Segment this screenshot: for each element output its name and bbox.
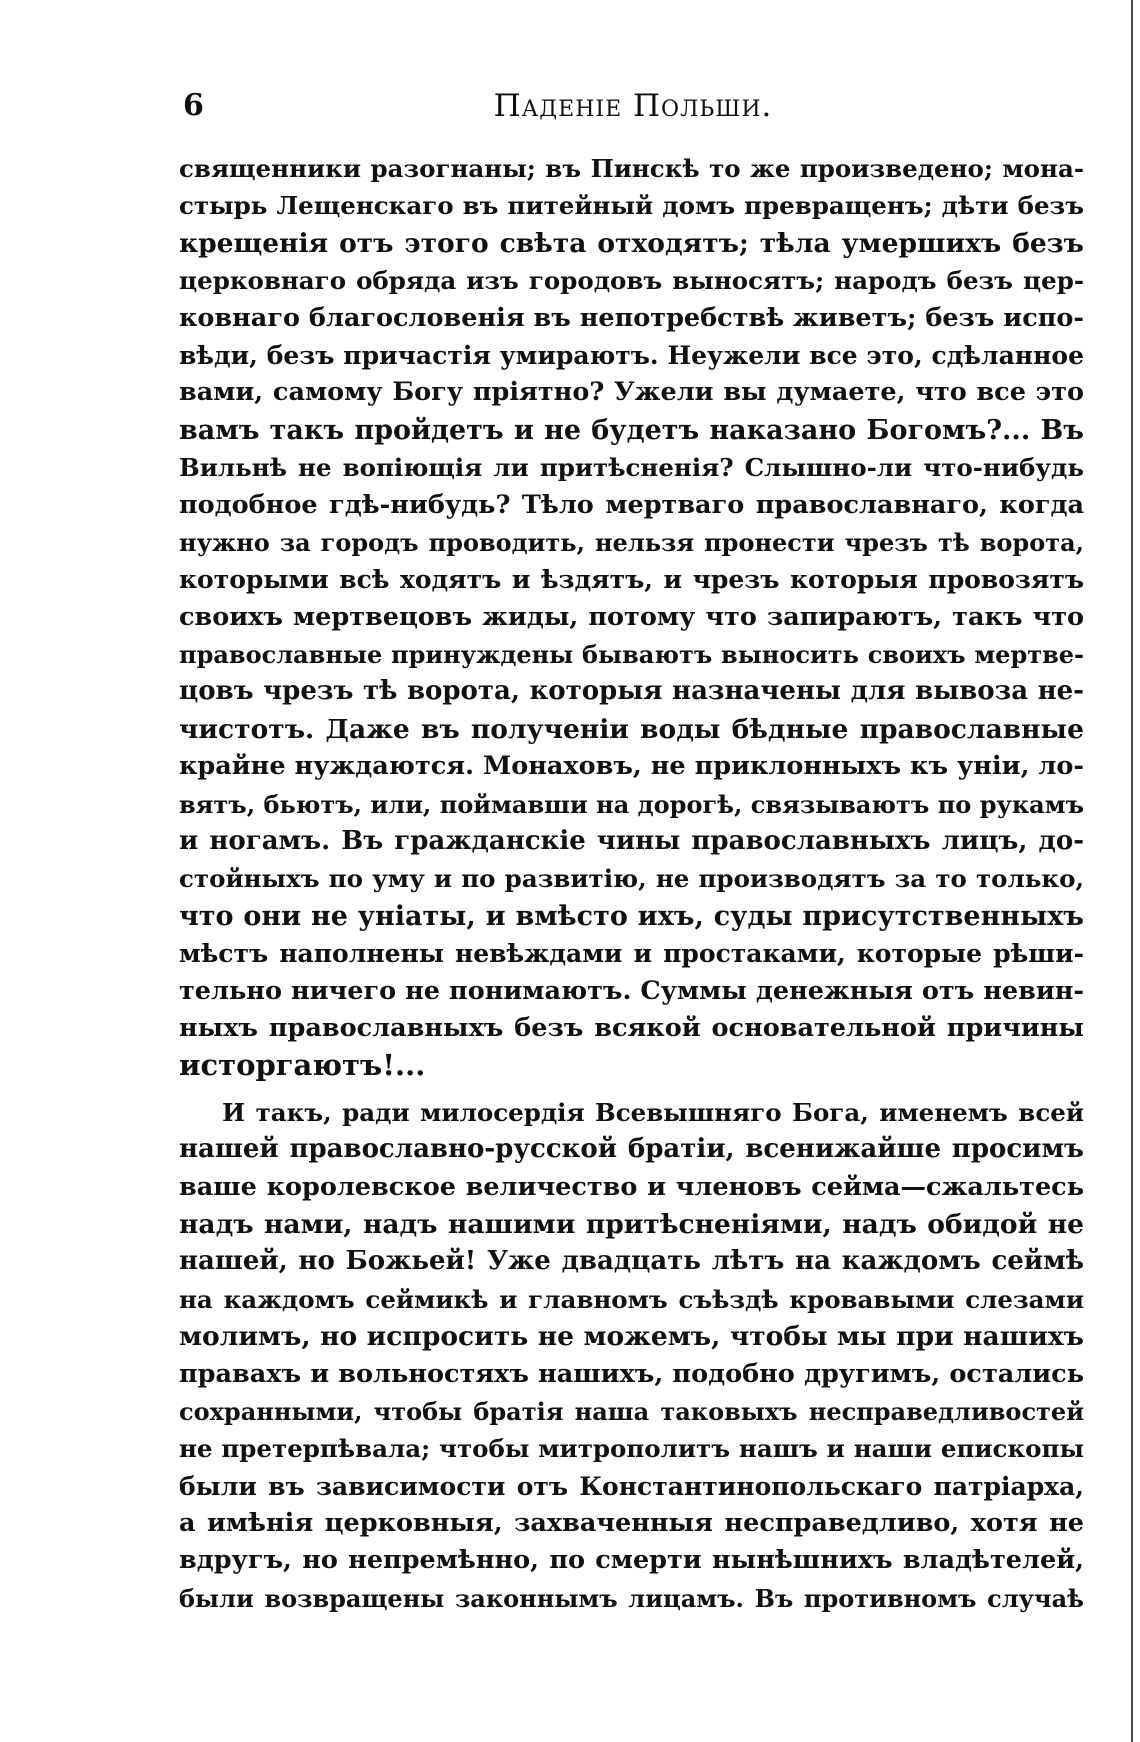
text-line: вѣди, безъ причастія умираютъ. Неужели все это, сдѣланное xyxy=(179,340,1084,370)
text-line: надъ нами, надъ нашими притѣсненіями, надъ обидой не xyxy=(179,1208,1084,1240)
text-line: вятъ, бьютъ, или, поймавши на дорогѣ, связываютъ по рукамъ xyxy=(179,789,1084,819)
text-line: священники разогнаны; въ Пинскѣ то же произведено; мона- xyxy=(179,154,1084,183)
running-title: Паденіе Польши. xyxy=(493,88,773,124)
text-line: Вильнѣ не вопіющія ли притѣсненія? Слышно-ли что-нибудь xyxy=(179,453,1084,483)
text-line: стойныхъ по уму и по развитію, не производятъ за то только, xyxy=(179,864,1084,894)
text-line: стырь Лещенскаго въ питейный домъ превращенъ; дѣти безъ xyxy=(179,191,1084,221)
text-line: были въ зависимости отъ Константинопольскаго патріарха, xyxy=(179,1471,1084,1501)
text-line: исторгаютъ!... xyxy=(179,1048,426,1083)
text-line: нужно за городъ проводить, нельзя пронести чрезъ тѣ ворота, xyxy=(179,527,1084,557)
page-header xyxy=(183,88,1083,136)
text-line: крещенія отъ этого свѣта отходятъ; тѣла умершихъ безъ xyxy=(179,227,1084,259)
text-line: вами, самому Богу пріятно? Ужели вы думаете, что все это xyxy=(179,377,1084,408)
text-line: православные принуждены бываютъ выносить своихъ мертве- xyxy=(179,640,1084,670)
text-line: подобное гдѣ-нибудь? Тѣло мертваго православнаго, когда xyxy=(179,489,1084,520)
paragraph-2 xyxy=(179,1094,1084,1617)
text-line: которыми всѣ ходятъ и ѣздятъ, и чрезъ которыя провозятъ xyxy=(179,565,1084,595)
text-line: мѣстъ наполнены невѣждами и простаками, которые рѣши- xyxy=(179,939,1084,969)
text-line: тельно ничего не понимаютъ. Суммы денежныя отъ невин- xyxy=(179,975,1084,1006)
text-line: вдругъ, но непремѣнно, по смерти нынѣшнихъ владѣтелей, xyxy=(179,1545,1084,1576)
paragraph-1 xyxy=(179,150,1084,1085)
text-line: ваше королевское величество и членовъ сейма—сжальтесь xyxy=(179,1171,1084,1202)
text-line: а имѣнія церковныя, захваченныя несправедливо, хотя не xyxy=(179,1508,1084,1539)
text-line: ныхъ православныхъ безъ всякой основательной причины xyxy=(179,1012,1084,1043)
text-line: были возвращены законнымъ лицамъ. Въ противномъ случаѣ xyxy=(179,1583,1084,1613)
text-line: и ногамъ. Въ гражданскіе чины православныхъ лицъ, до- xyxy=(179,826,1084,857)
text-line: И такъ, ради милосердія Всевышняго Бога, именемъ всей xyxy=(222,1097,1084,1127)
text-line: не претерпѣвала; чтобы митрополитъ нашъ и наши епископы xyxy=(179,1434,1084,1464)
text-line: сохранными, чтобы братія наша таковыхъ несправедливостей xyxy=(179,1396,1084,1426)
page-edge-line xyxy=(1131,0,1133,1742)
text-line: нашей православно-русской братіи, всенижайше просимъ xyxy=(179,1134,1084,1165)
text-line: крайне нуждаются. Монаховъ, не приклонныхъ къ уніи, ло- xyxy=(179,751,1084,782)
text-line: своихъ мертвецовъ жиды, потому что запираютъ, такъ что xyxy=(179,601,1084,632)
text-line: чистотъ. Даже въ полученіи воды бѣдные православные xyxy=(179,713,1084,745)
text-line: вамъ такъ пройдетъ и не будетъ наказано Богомъ?... Въ xyxy=(179,414,1084,446)
text-line: цовъ чрезъ тѣ ворота, которыя назначены для вывоза не- xyxy=(179,676,1084,707)
text-line: правахъ и вольностяхъ нашихъ, подобно другимъ, остались xyxy=(179,1358,1084,1389)
text-line: на каждомъ сеймикѣ и главномъ съѣздѣ кровавыми слезами xyxy=(179,1284,1084,1314)
body-text xyxy=(179,150,1084,1617)
text-line: молимъ, но испросить не можемъ, чтобы мы при нашихъ xyxy=(179,1321,1084,1353)
text-line: что они не уніаты, и вмѣсто ихъ, суды присутственныхъ xyxy=(179,900,1084,932)
paragraph-gap xyxy=(179,1085,1084,1094)
text-line: церковнаго обряда изъ городовъ выносятъ; народъ безъ цер- xyxy=(179,266,1084,296)
text-line: нашей, но Божьей! Уже двадцать лѣтъ на каждомъ сеймѣ xyxy=(179,1246,1084,1277)
text-line: ковнаго благословенія въ непотребствѣ живетъ; безъ испо- xyxy=(179,302,1084,333)
page-number: 6 xyxy=(183,88,204,123)
